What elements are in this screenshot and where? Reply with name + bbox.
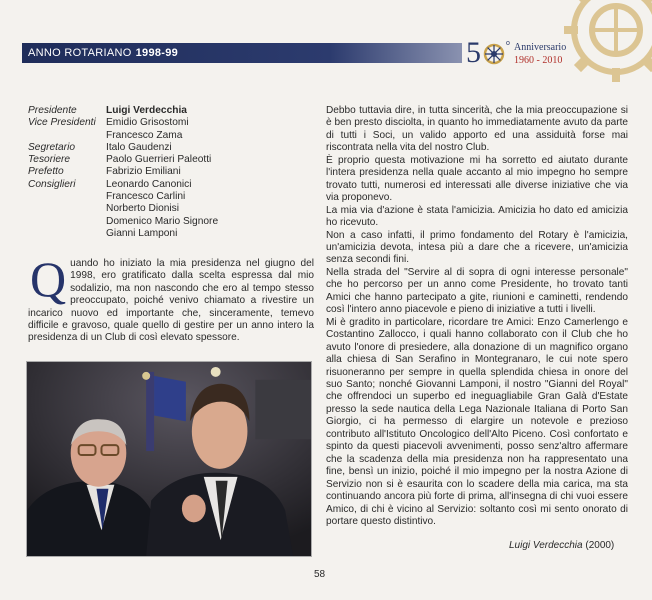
- section-header-bar: [22, 43, 462, 63]
- roster-name: Gianni Lamponi: [106, 227, 178, 239]
- body-paragraph: È proprio questa motivazione mi ha sorretto ed aiutato durante l'intera presidenza nella quale accanto al mio impegno ho sempre trovato tutti, numerosi ed interessati alle diverse iniziative che via via proponevo.: [326, 154, 628, 204]
- logo-anniversario: Anniversario: [514, 42, 567, 53]
- roster-row: [28, 130, 218, 142]
- roster-row: [28, 203, 218, 215]
- body-paragraph: Debbo tuttavia dire, in tutta sincerità, che la mia preoccupazione si è ben presto disciolta, in quanto ho immediatamente avuto da parte di tutti i Soci, un valido apporto ed una assiduità forse mai riscontrata nella vita del nostro Club.: [326, 105, 628, 154]
- roster-name: Italo Gaudenzi: [106, 141, 172, 153]
- roster-name: Luigi Verdecchia: [106, 105, 187, 116]
- section-label: ANNO ROTARIANO: [28, 47, 132, 59]
- roster-role: Tesoriere: [28, 154, 71, 166]
- body-paragraph: Mi è gradito in particolare, ricordare tre Amici: Enzo Camerlengo e Costantino Zallocco, i quali hanno collaborato con il Club che ho avuto l'onore di presiedere, alla donazione di un magnifico organo alla chiesa di San Serafino in Montegranaro, le cui note spero risuoneranno per sempre in quella splendida chiesa in onore del suo Santo; nonché Giovanni Lamponi, il nostro "Gianni del Royal" che offrendoci un superbo ed ineguagliabile Gran Galà d'Estate presso la sede nautica della Lega Nazionale Italiana di Porto San Giorgio, ci ha permesso di elargire un notevole e prezioso contributo all'Istituto Oncologico dell'Alto Piceno. Così confortato e spinto da questi piacevoli avvenimenti, posso senz'altro affermare che la scadenza della mia presidenza non ha rappresentato una fine, bensì un inizio, poiché il mio impegno per la nostra Azione di Servizio non si è esaurita con lo scadere della mia carica, ma sta continuando ancora più forte di prima, all'insegna di chi vuoi essere Amico, di chi è vicino al Servizio: soltanto così mi sento onorato di portare questo distintivo.: [326, 316, 628, 527]
- roster-row: [28, 166, 218, 178]
- logo-years: 1960 - 2010: [514, 55, 563, 66]
- roster-role: [28, 191, 106, 203]
- signature: [509, 540, 614, 551]
- roster-row: [28, 179, 218, 191]
- roster-row: [28, 191, 218, 203]
- roster-name: Domenico Mario Signore: [106, 215, 219, 227]
- roster-name: Paolo Guerrieri Paleotti: [106, 154, 212, 166]
- signature-year: (2000): [585, 540, 615, 551]
- board-roster: [28, 105, 218, 240]
- roster-name: Emidio Grisostomi: [106, 117, 189, 129]
- roster-name: Fabrizio Emiliani: [106, 166, 181, 178]
- roster-role: [28, 130, 106, 142]
- signature-name: Luigi Verdecchia: [509, 540, 583, 551]
- body-paragraph: Nella strada del "Servire al di sopra di ogni interesse personale" che ho percorso per un anno come Presidente, ho trovato tanti Amici che hanno partecipato a gite, riunioni e caminetti, rendendo così l'intero anno piacevole e pieno di iniziative a tutti i livelli.: [326, 266, 628, 316]
- body-paragraph: La mia via d'azione è stata l'amicizia. Amicizia ho dato ed amicizia ho ricevuto.: [326, 204, 628, 229]
- roster-role: Vice Presidenti: [28, 117, 96, 129]
- roster-name: Francesco Carlini: [106, 191, 186, 203]
- roster-row: [28, 105, 218, 117]
- page-number: 58: [314, 569, 326, 580]
- body-paragraph: Non a caso infatti, il primo fondamento del Rotary è l'amicizia, un'amicizia devota, intesa più a dare che a ricevere, un'amicizia senza secondi fini.: [326, 229, 628, 266]
- roster-role: [28, 216, 106, 228]
- logo-superscript: o: [506, 40, 510, 47]
- roster-row: [28, 117, 218, 129]
- rotary-wheel-icon: [483, 43, 505, 65]
- roster-role: Presidente: [28, 105, 77, 116]
- president-photo: [26, 361, 312, 557]
- roster-name: Leonardo Canonici: [106, 178, 192, 190]
- roster-role: Segretario: [28, 141, 76, 153]
- roster-role: [28, 203, 106, 215]
- section-years: 1998-99: [135, 47, 179, 59]
- roster-name: Francesco Zama: [106, 129, 183, 141]
- intro-paragraph: [28, 251, 314, 345]
- roster-role: Prefetto: [28, 166, 64, 178]
- roster-row: [28, 142, 218, 154]
- roster-role: [28, 228, 106, 240]
- logo-number: 5: [466, 36, 481, 69]
- intro-text: uando ho iniziato la mia presidenza nel giugno del 1998, ero gratificato dalla scelta espressa dal mio sodalizio, ma non nascondo che ero al tempo stesso preoccupato, poiché venivo chiamato a rivestire un incarico nuovo ed importante che, sinceramente, temevo difficile e gravoso, quale quello di gestire per un anno intero la presidenza di un Club di così elevato spessore.: [28, 258, 314, 344]
- right-column-text: [326, 105, 628, 528]
- anniversary-logo: [466, 36, 586, 72]
- roster-role: Consiglieri: [28, 178, 76, 190]
- roster-name: Norberto Dionisi: [106, 203, 180, 215]
- roster-row: [28, 216, 218, 228]
- roster-row: [28, 154, 218, 166]
- roster-row: [28, 228, 218, 240]
- drop-cap: Q: [30, 251, 67, 307]
